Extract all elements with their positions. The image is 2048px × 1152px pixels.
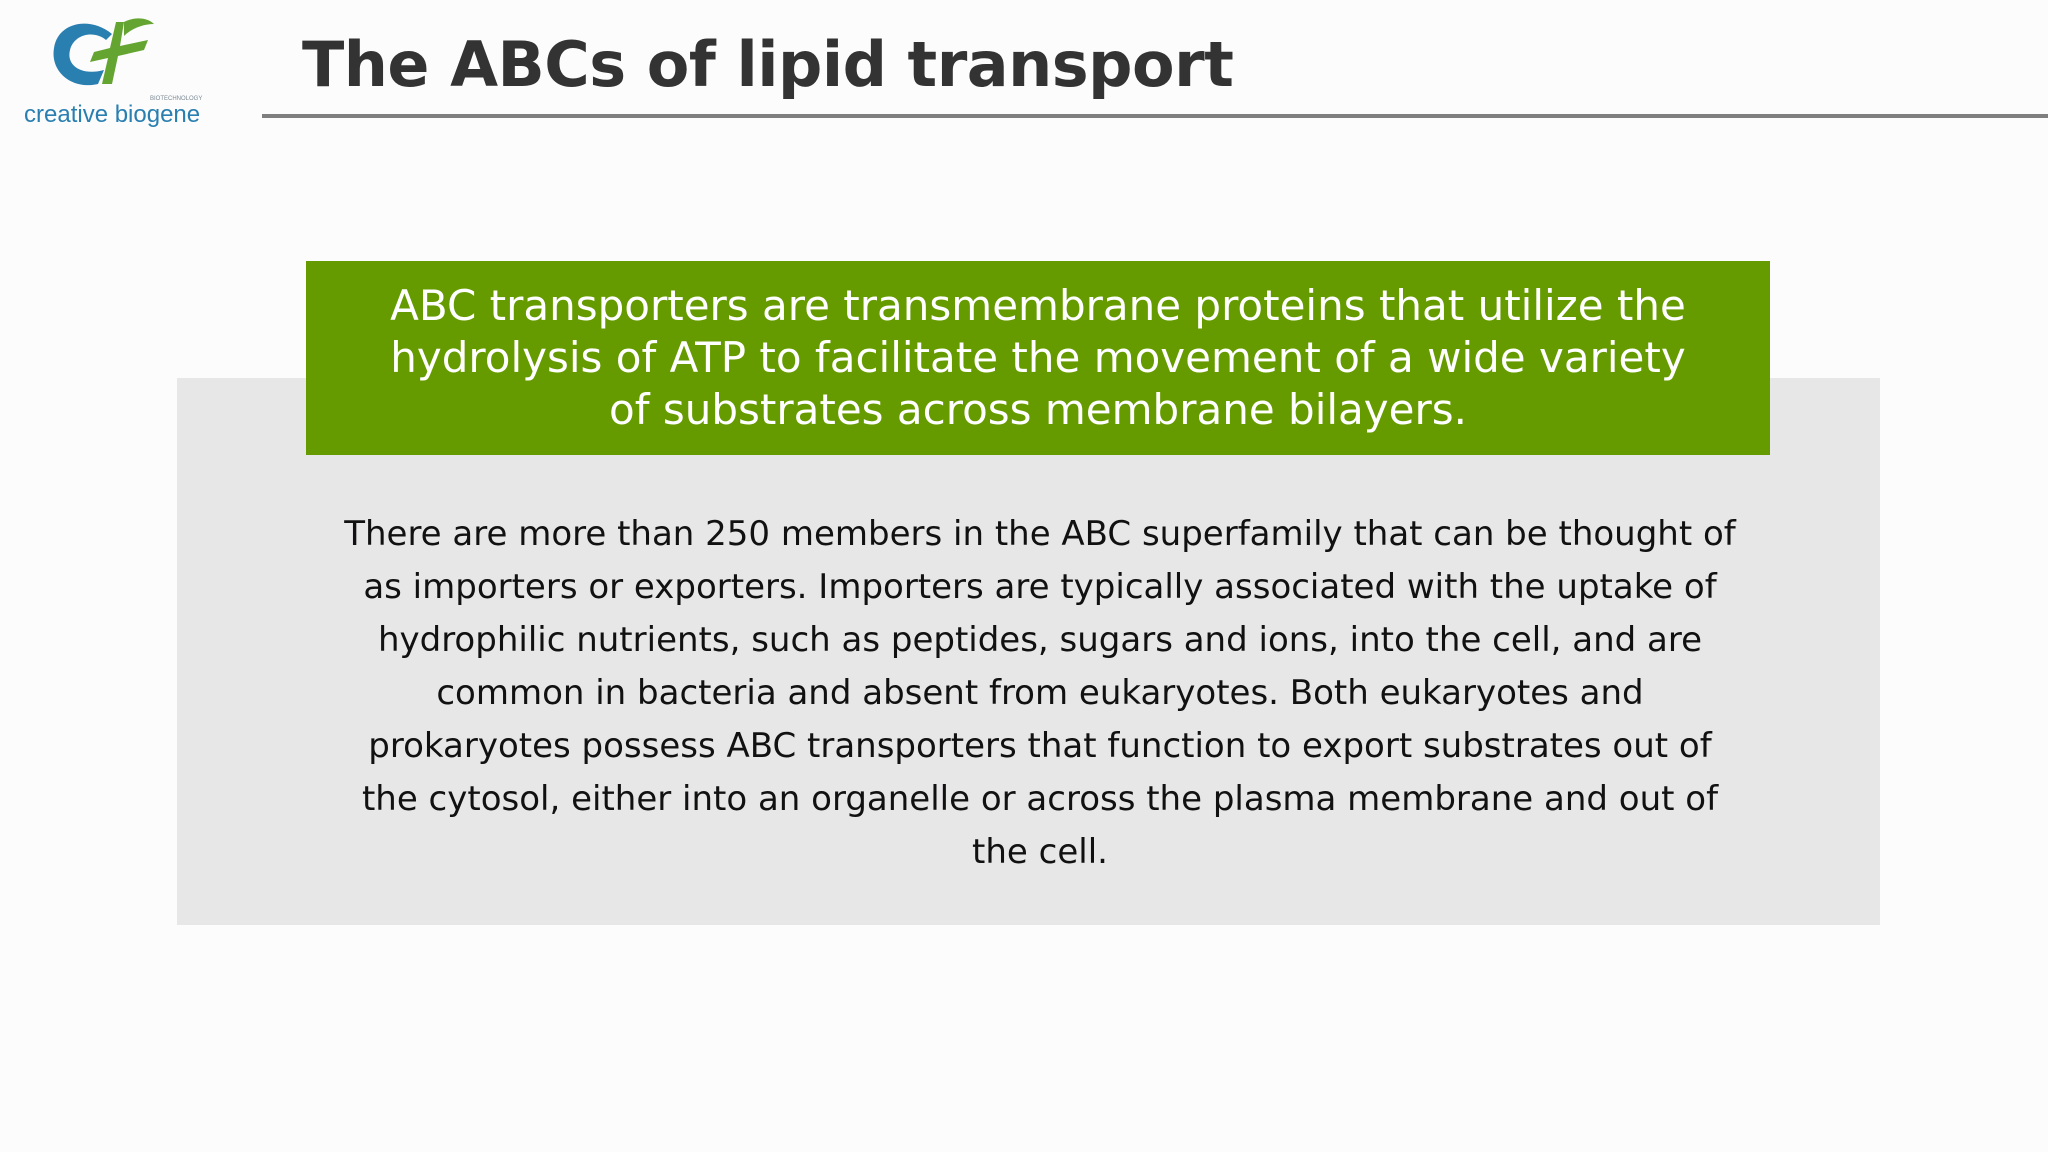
logo-wordmark: creative biogene: [24, 101, 201, 128]
highlight-text: ABC transporters are transmembrane proteins that utilize the hydrolysis of ATP to facilitate the movement of a wide variety of substrates across membrane bilayers.: [390, 281, 1686, 434]
highlight-box: [306, 261, 1770, 455]
slide-title: The ABCs of lipid transport: [302, 28, 1234, 101]
creative-biogene-logo-icon: [20, 14, 210, 134]
logo-tagline: BIOTECHNOLOGY: [150, 96, 203, 102]
title-divider: [262, 114, 2048, 118]
body-paragraph: There are more than 250 members in the ABC superfamily that can be thought of as importers or exporters. Importers are typically associated with the uptake of hydrophilic nutrients, such as peptides, sugars and ions, into the cell, and are common in bacteria and absent from eukaryotes. Both eukaryotes and prokaryotes possess ABC transporters that function to export substrates out of the cytosol, either into an organelle or across the plasma membrane and out of the cell.: [344, 514, 1736, 872]
company-logo: [20, 14, 210, 164]
